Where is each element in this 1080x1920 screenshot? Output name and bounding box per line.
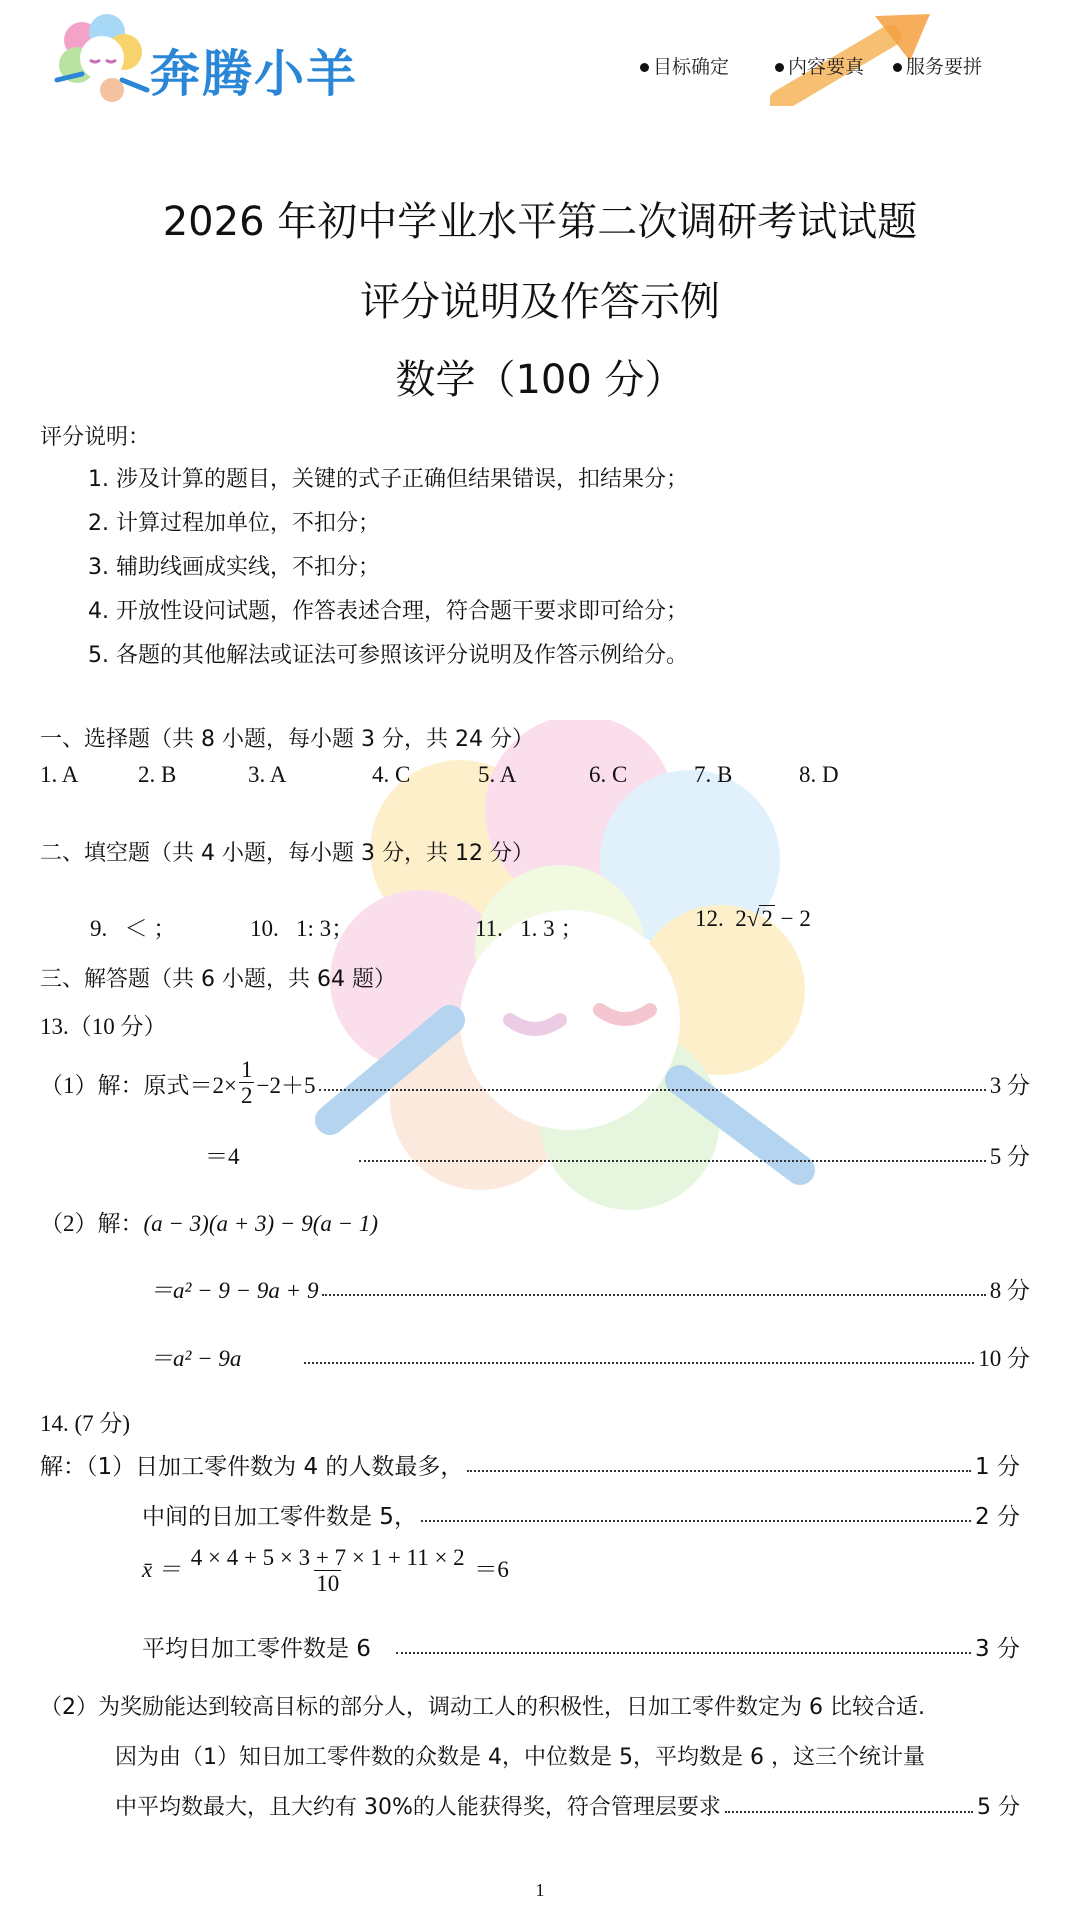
rules-heading: 评分说明： bbox=[40, 425, 151, 450]
rule-item: 5. 各题的其他解法或证法可参照该评分说明及作答示例给分。 bbox=[88, 643, 688, 668]
dotted-leader bbox=[322, 1294, 985, 1296]
q14-line1: 解：（1） 日加工零件数为 4 的人数最多， 1 分 bbox=[40, 1454, 1020, 1480]
header-tag-2: 内容要真 bbox=[775, 52, 864, 79]
dotted-leader bbox=[396, 1652, 971, 1654]
dotted-leader bbox=[421, 1520, 971, 1522]
bullet-icon bbox=[893, 63, 902, 72]
logo bbox=[52, 10, 152, 110]
q13-p2-step2: ＝a² − 9a 10 分 bbox=[150, 1346, 1030, 1371]
rule-item: 3. 辅助线画成实线，不扣分； bbox=[88, 555, 380, 580]
q14-p2-line3: 中平均数最大，且大约有 30%的人能获得奖，符合管理层要求 5 分 bbox=[115, 1795, 1020, 1820]
fraction: $\frac{4 \times 4 + 5 \times 3 + 7 \times 1 + 11 \times 2}{10}$ bbox=[190, 1545, 465, 1597]
brand-name: 奔腾小羊 bbox=[150, 45, 358, 103]
page-number: 1 bbox=[535, 1880, 545, 1900]
fill-answer-10: 10. 1: 3； bbox=[250, 916, 355, 941]
q13-label: 13.（10 分） bbox=[40, 1014, 167, 1039]
sqrt-icon: √2 bbox=[746, 906, 773, 931]
section2-heading: 二、填空题（共 4 小题，每小题 3 分，共 12 分） bbox=[40, 841, 534, 866]
mc-answer: 2. B bbox=[138, 762, 177, 787]
title-line-3: 数学（100 分） bbox=[395, 357, 685, 403]
fill-answer-11: 11. 1. 3 ； bbox=[475, 916, 584, 941]
fraction: $\frac{1}{2}$ bbox=[240, 1057, 253, 1109]
mc-answer: 6. C bbox=[589, 762, 628, 787]
mc-answer: 7. B bbox=[694, 762, 733, 787]
q14-mean-formula: x̄ ＝ $\frac{4 \times 4 + 5 \times 3 + 7 \times 1 + 11 \times 2}{10}$ ＝6 bbox=[142, 1545, 509, 1597]
q13-p2-line: （2）解：(a − 3)(a + 3) − 9(a − 1) bbox=[40, 1211, 379, 1236]
mc-answer: 3. A bbox=[248, 762, 287, 787]
mc-answer: 1. A bbox=[40, 762, 79, 787]
q13-p1-result-line: ＝4 5 分 bbox=[205, 1144, 1030, 1169]
dotted-leader bbox=[319, 1089, 985, 1091]
q14-p2-line1: （2）为奖励能达到较高目标的部分人，调动工人的积极性，日加工零件数定为 6 比较合适. bbox=[40, 1695, 925, 1720]
rule-item: 4. 开放性设问试题，作答表述合理，符合题干要求即可给分； bbox=[88, 599, 688, 624]
dotted-leader bbox=[304, 1362, 974, 1364]
q14-p2-line2: 因为由（1）知日加工零件数的众数是 4，中位数是 5，平均数是 6 ，这三个统计量 bbox=[115, 1745, 925, 1770]
fill-answer-9: 9. ＜ ； bbox=[90, 916, 177, 941]
q13-p1-line: （1）解：原式＝2× $\frac{1}{2}$ −2＋5 3 分 bbox=[40, 1057, 1030, 1109]
title-line-2: 评分说明及作答示例 bbox=[360, 279, 720, 325]
q14-line2: 中间的日加工零件数是 5， 2 分 bbox=[142, 1504, 1020, 1530]
section3-heading: 三、解答题（共 6 小题，共 64 题） bbox=[40, 967, 396, 992]
q14-line3: 平均日加工零件数是 6 3 分 bbox=[142, 1636, 1020, 1662]
dotted-leader bbox=[725, 1811, 973, 1813]
title-line-1: 2026 年初中学业水平第二次调研考试试题 bbox=[162, 199, 918, 245]
mc-answer: 5. A bbox=[478, 762, 517, 787]
header-tag-3: 服务要拼 bbox=[893, 52, 982, 79]
dotted-leader bbox=[467, 1470, 971, 1472]
sheep-logo-icon bbox=[52, 10, 152, 110]
fill-answer-12: 12. 2√2 − 2 bbox=[695, 906, 811, 931]
q14-label: 14. (7 分) bbox=[40, 1411, 131, 1436]
dotted-leader bbox=[359, 1160, 986, 1162]
bullet-icon bbox=[775, 63, 784, 72]
section1-heading: 一、选择题（共 8 小题，每小题 3 分，共 24 分） bbox=[40, 727, 534, 752]
mc-answer: 4. C bbox=[372, 762, 411, 787]
mc-answer: 8. D bbox=[799, 762, 839, 787]
rule-item: 1. 涉及计算的题目，关键的式子正确但结果错误，扣结果分； bbox=[88, 467, 688, 492]
q13-p2-step1: ＝a² − 9 − 9a + 9 8 分 bbox=[150, 1278, 1030, 1303]
header-tag-1: 目标确定 bbox=[640, 52, 729, 79]
bullet-icon bbox=[640, 63, 649, 72]
rule-item: 2. 计算过程加单位，不扣分； bbox=[88, 511, 380, 536]
